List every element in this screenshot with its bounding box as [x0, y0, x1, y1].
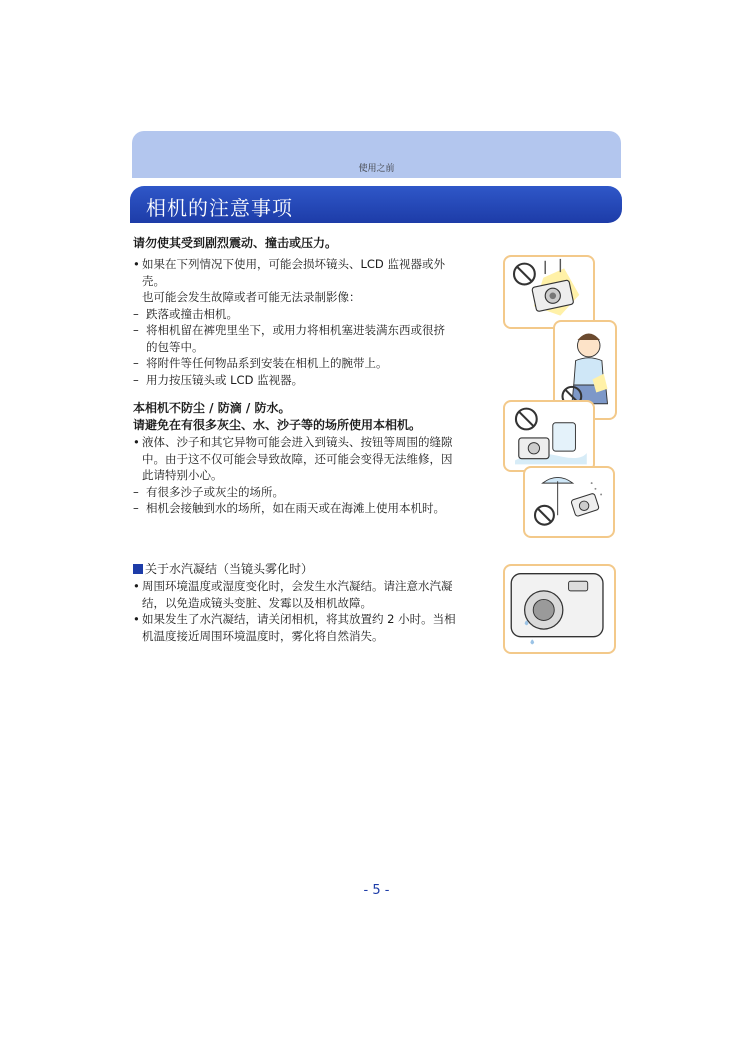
prohibited-icon	[514, 264, 535, 285]
dust-bullet-line2: 中。由于这不仅可能会导致故障，还可能会变得无法维修，因	[142, 451, 453, 466]
condensation-bullet2-line2: 机温度接近周围环境温度时，雾化将自然消失。	[142, 628, 384, 643]
shock-item: – 将附件等任何物品系到安装在相机上的腕带上。	[133, 356, 388, 370]
square-bullet-icon	[133, 564, 143, 574]
title-bar	[130, 186, 622, 223]
page-number: - 5 -	[363, 883, 390, 898]
shock-item-cont: 的包等中。	[146, 339, 204, 354]
section-label: 使用之前	[358, 164, 395, 174]
shock-section	[133, 235, 495, 388]
condensation-section	[133, 561, 495, 644]
shock-item: – 用力按压镜头或 LCD 监视器。	[133, 372, 304, 387]
shock-heading: 请勿使其受到剧烈震动、撞击或压力。	[133, 236, 338, 250]
dust-bullet-line3: 此请特别小心。	[142, 468, 223, 482]
dust-heading-1: 本相机不防尘 / 防滴 / 防水。	[133, 401, 291, 415]
header-band	[132, 131, 621, 178]
dust-bullet-line1: • 液体、沙子和其它异物可能会进入到镜头、按钮等周围的缝隙	[133, 434, 495, 451]
dust-item: – 有很多沙子或灰尘的场所。	[133, 484, 284, 499]
fogged-camera-illustration	[503, 564, 616, 654]
condensation-heading: 关于水汽凝结（当镜头雾化时）	[133, 561, 495, 578]
shock-note: 也可能会发生故障或者可能无法录制影像：	[142, 290, 361, 304]
dust-section	[133, 400, 495, 517]
condensation-bullet1-line2: 结，以免造成镜头变脏、发霉以及相机故障。	[142, 595, 372, 610]
shock-item: – 跌落或撞击相机。	[133, 306, 238, 321]
dust-heading-2: 请避免在有很多灰尘、水、沙子等的场所使用本相机。	[133, 418, 422, 432]
page-title: 相机的注意事项	[146, 196, 293, 220]
spilled-liquid-illustration	[503, 400, 595, 472]
condensation-bullet1-line1: • 周围环境温度或湿度变化时，会发生水汽凝结。请注意水汽凝	[133, 578, 495, 595]
prohibited-icon	[535, 506, 554, 525]
condensation-bullet2-line1: • 如果发生了水汽凝结，请关闭相机，将其放置约 2 小时。当相	[133, 611, 495, 628]
dust-item: – 相机会接触到水的场所，如在雨天或在海滩上使用本机时。	[133, 501, 445, 515]
beach-sand-illustration	[523, 466, 615, 538]
shock-item: – 将相机留在裤兜里坐下，或用力将相机塞进装满东西或很挤	[133, 323, 445, 337]
shock-bullet-line1: • 如果在下列情况下使用，可能会损坏镜头、LCD 监视器或外	[133, 256, 495, 273]
shock-bullet-line2: 壳。	[142, 273, 165, 288]
camera-drop-illustration	[503, 255, 595, 329]
prohibited-icon	[516, 409, 537, 430]
